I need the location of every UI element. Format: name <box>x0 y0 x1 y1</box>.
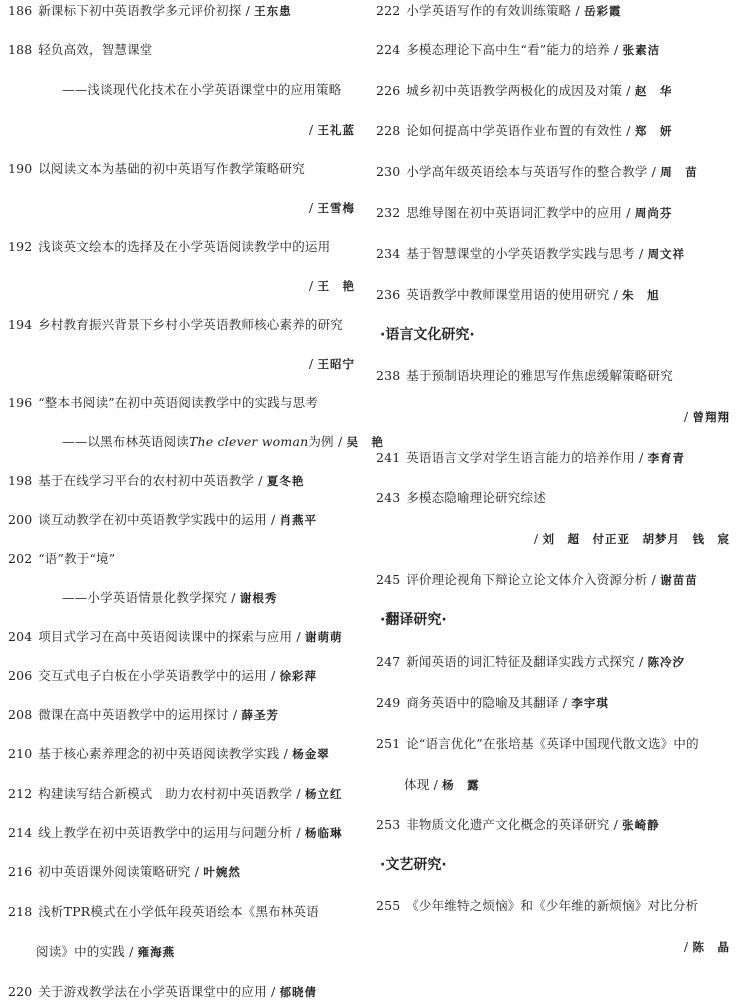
author: 李宇琪 <box>571 696 609 710</box>
article-title: 多模态隐喻理论研究综述 <box>406 490 546 505</box>
toc-entry: 224 多模态理论下高中生“看”能力的培养 / 张素洁 <box>376 42 661 57</box>
article-title: 新闻英语的词汇特征及翻译实践方式探究 <box>406 654 635 669</box>
author: 周尚芬 <box>634 206 673 220</box>
page-number: 204 <box>8 629 33 644</box>
page-number: 196 <box>8 395 33 410</box>
page-number: 253 <box>376 817 401 832</box>
toc-entry <box>8 161 305 177</box>
article-title: 英语语言文学对学生语言能力的培养作用 <box>406 450 635 465</box>
page-number: 234 <box>376 246 401 261</box>
author: 郑 妍 <box>634 124 673 138</box>
author: 刘 超 付正亚 胡梦月 钱 宸 <box>542 532 730 546</box>
author: 肖燕平 <box>279 513 318 527</box>
toc-entry: 222 小学英语写作的有效训练策略 / 岳彩霞 <box>376 3 622 18</box>
toc-entry: 186 新课标下初中英语教学多元评价初探 / 王东患 <box>8 3 292 18</box>
article-title: 思维导图在初中英语词汇教学中的应用 <box>406 205 623 220</box>
page-number: 190 <box>8 161 33 176</box>
toc-author-line: / 王礼蓝 <box>308 122 355 137</box>
book-title: The clever woman <box>189 434 309 449</box>
article-title: 基于智慧课堂的小学英语教学实践与思考 <box>406 246 635 261</box>
article-title: 新课标下初中英语教学多元评价初探 <box>38 3 242 18</box>
author: 王雪梅 <box>317 201 355 215</box>
toc-entry <box>8 904 319 920</box>
toc-entry: 241 英语语言文学对学生语言能力的培养作用 / 李育青 <box>376 450 686 465</box>
toc-entry <box>376 368 673 384</box>
author: 曾翔翔 <box>692 410 730 424</box>
section-heading-language-culture: ·语言文化研究· <box>380 327 475 343</box>
article-title: 浅析TPR模式在小学低年段英语绘本《黑布林英语 <box>38 904 319 919</box>
page-number: 232 <box>376 205 401 220</box>
toc-entry: 204 项目式学习在高中英语阅读课中的探索与应用 / 谢萌萌 <box>8 629 343 644</box>
section-heading-literature-art: ·文艺研究· <box>380 857 447 873</box>
page-number: 222 <box>376 3 401 18</box>
page-number: 194 <box>8 317 33 332</box>
article-title: 论“语言优化”在张培基《英译中国现代散文选》中的 <box>406 736 699 751</box>
author: 陈冷汐 <box>647 655 686 669</box>
author: 周 苗 <box>660 165 698 179</box>
author: 陈 晶 <box>692 940 730 954</box>
author: 赵 华 <box>634 84 673 98</box>
page-number: 249 <box>376 695 401 710</box>
author: 夏冬艳 <box>266 474 305 488</box>
article-subtitle: ——浅谈现代化技术在小学英语课堂中的应用策略 <box>62 82 342 97</box>
article-title: 《少年维特之烦恼》和《少年维的新烦恼》对比分析 <box>406 898 699 913</box>
author: 薛圣芳 <box>241 708 279 722</box>
article-title: 线上教学在初中英语教学中的运用与问题分析 <box>38 825 293 840</box>
article-title: 项目式学习在高中英语阅读课中的探索与应用 <box>38 629 293 644</box>
toc-author-line: / 陈 晶 <box>683 939 730 954</box>
toc-author-line: / 王昭宁 <box>308 356 355 371</box>
toc-entry: 206 交互式电子白板在小学英语教学中的运用 / 徐彩萍 <box>8 668 318 683</box>
toc-subtitle <box>62 82 341 98</box>
article-subtitle-end: 为例 <box>308 434 334 449</box>
toc-entry <box>8 317 343 333</box>
article-subtitle: 阅读》中的实践 <box>36 944 125 959</box>
article-title: 非物质文化遗产文化概念的英译研究 <box>406 817 610 832</box>
page-number: 243 <box>376 490 401 505</box>
article-title: 微课在高中英语教学中的运用探讨 <box>38 707 229 722</box>
toc-entry <box>8 395 318 411</box>
author: 徐彩萍 <box>279 669 318 683</box>
article-title: 商务英语中的隐喻及其翻译 <box>406 695 559 710</box>
page-number: 230 <box>376 164 401 179</box>
article-subtitle: ——小学英语情景化教学探究 <box>62 590 228 605</box>
article-title: “整本书阅读”在初中英语阅读教学中的实践与思考 <box>38 395 319 410</box>
author: 王 艳 <box>317 279 355 293</box>
toc-entry: 234 基于智慧课堂的小学英语教学实践与思考 / 周文祥 <box>376 246 686 261</box>
toc-entry: 253 非物质文化遗产文化概念的英译研究 / 张崎静 <box>376 817 660 832</box>
toc-entry: 232 思维导图在初中英语词汇教学中的应用 / 周尚芬 <box>376 205 673 220</box>
page-number: 220 <box>8 984 33 999</box>
page-number: 247 <box>376 654 401 669</box>
author: 王昭宁 <box>317 357 355 371</box>
toc-subtitle: ——小学英语情景化教学探究 / 谢根秀 <box>62 590 278 605</box>
article-title: 多模态理论下高中生“看”能力的培养 <box>406 42 610 57</box>
page-number: 210 <box>8 746 33 761</box>
author: 岳彩霞 <box>584 4 622 18</box>
article-title: 乡村教育振兴背景下乡村小学英语教师核心素养的研究 <box>38 317 343 332</box>
article-title: 轻负高效，智慧课堂 <box>38 42 153 57</box>
toc-author-line: / 刘 超 付正亚 胡梦月 钱 宸 <box>533 531 730 546</box>
page-number: 206 <box>8 668 33 683</box>
page-number: 188 <box>8 42 33 57</box>
author: 李育青 <box>647 451 686 465</box>
author: 杨金翠 <box>292 747 330 761</box>
toc-entry: 210 基于核心素养理念的初中英语阅读教学实践 / 杨金翠 <box>8 746 330 761</box>
toc-entry <box>376 898 698 914</box>
article-title: 评价理论视角下辩论立论文体介入资源分析 <box>406 572 648 587</box>
author: 谢根秀 <box>239 591 278 605</box>
article-title: “语”教于“境” <box>38 551 116 566</box>
page-number: 245 <box>376 572 401 587</box>
toc-entry: 245 评价理论视角下辩论立论文体介入资源分析 / 谢苗苗 <box>376 572 698 587</box>
author: 朱 旭 <box>622 288 660 302</box>
toc-entry <box>376 490 546 506</box>
page-number: 192 <box>8 239 33 254</box>
toc-author-line: / 曾翔翔 <box>683 409 730 424</box>
author: 王东患 <box>254 4 292 18</box>
article-subtitle: ——以黑布林英语阅读 <box>62 434 190 449</box>
toc-entry: 200 谈互动教学在初中英语教学实践中的运用 / 肖燕平 <box>8 512 318 527</box>
article-title: 小学高年级英语绘本与英语写作的整合教学 <box>406 164 648 179</box>
toc-entry <box>376 736 699 752</box>
page-number: 208 <box>8 707 33 722</box>
toc-entry: 220 关于游戏教学法在小学英语课堂中的应用 / 郁晓倩 <box>8 984 318 999</box>
article-title: 城乡初中英语教学两极化的成因及对策 <box>406 83 623 98</box>
author: 张素洁 <box>622 43 661 57</box>
toc-entry: 208 微课在高中英语教学中的运用探讨 / 薛圣芳 <box>8 707 279 722</box>
page-number: 202 <box>8 551 33 566</box>
article-title: 浅谈英文绘本的选择及在小学英语阅读教学中的运用 <box>38 239 331 254</box>
author: 王礼蓝 <box>317 123 355 137</box>
page-number: 228 <box>376 123 401 138</box>
section-heading-translation: ·翻译研究· <box>380 612 447 628</box>
article-title: 基于核心素养理念的初中英语阅读教学实践 <box>38 746 280 761</box>
toc-author-line: / 王雪梅 <box>308 200 355 215</box>
toc-entry <box>8 551 115 567</box>
toc-entry: 236 英语教学中教师课堂用语的使用研究 / 朱 旭 <box>376 287 660 302</box>
toc-entry: 247 新闻英语的词汇特征及翻译实践方式探究 / 陈冷汐 <box>376 654 686 669</box>
toc-author-line: / 王 艳 <box>308 278 355 293</box>
article-title: 论如何提高中学英语作业布置的有效性 <box>406 123 623 138</box>
author: 叶婉然 <box>203 865 241 879</box>
page-number: 216 <box>8 864 33 879</box>
article-title: 英语教学中教师课堂用语的使用研究 <box>406 287 610 302</box>
author: 杨立红 <box>304 787 343 801</box>
author: 杨临琳 <box>304 826 343 840</box>
article-title: 构建读写结合新模式 助力农村初中英语教学 <box>38 786 293 801</box>
article-title: 交互式电子白板在小学英语教学中的运用 <box>38 668 267 683</box>
page-number: 236 <box>376 287 401 302</box>
article-title: 基于预制语块理论的雅思写作焦虑缓解策略研究 <box>406 368 673 383</box>
page-number: 212 <box>8 786 33 801</box>
page-number: 186 <box>8 3 33 18</box>
toc-entry <box>8 42 153 58</box>
page-number: 200 <box>8 512 33 527</box>
author: 张崎静 <box>622 818 660 832</box>
author: 谢萌萌 <box>304 630 343 644</box>
toc-entry: 198 基于在线学习平台的农村初中英语教学 / 夏冬艳 <box>8 473 305 488</box>
toc-entry <box>8 239 330 255</box>
page-number: 226 <box>376 83 401 98</box>
page-number: 238 <box>376 368 401 383</box>
toc-entry: 228 论如何提高中学英语作业布置的有效性 / 郑 妍 <box>376 123 673 138</box>
author: 吴 艳 <box>346 435 385 449</box>
toc-entry: 216 初中英语课外阅读策略研究 / 叶婉然 <box>8 864 241 879</box>
toc-entry: 214 线上教学在初中英语教学中的运用与问题分析 / 杨临琳 <box>8 825 343 840</box>
article-title: 以阅读文本为基础的初中英语写作教学策略研究 <box>38 161 305 176</box>
page-number: 224 <box>376 42 401 57</box>
author: 杨 露 <box>442 778 480 792</box>
article-title: 小学英语写作的有效训练策略 <box>406 3 572 18</box>
toc-subtitle: ——以黑布林英语阅读The clever woman为例 / 吴 艳 <box>62 434 385 449</box>
toc-entry: 249 商务英语中的隐喻及其翻译 / 李宇琪 <box>376 695 609 710</box>
page-number: 218 <box>8 904 33 919</box>
toc-subtitle: 体现 / 杨 露 <box>404 777 480 792</box>
author: 谢苗苗 <box>660 573 698 587</box>
toc-subtitle: 阅读》中的实践 / 雍海燕 <box>36 944 176 959</box>
toc-entry: 212 构建读写结合新模式 助力农村初中英语教学 / 杨立红 <box>8 786 343 801</box>
page-number: 255 <box>376 898 401 913</box>
page-number: 214 <box>8 825 33 840</box>
article-title: 基于在线学习平台的农村初中英语教学 <box>38 473 255 488</box>
article-title: 关于游戏教学法在小学英语课堂中的应用 <box>38 984 267 999</box>
author: 雍海燕 <box>137 945 176 959</box>
page-number: 241 <box>376 450 401 465</box>
page-number: 251 <box>376 736 401 751</box>
article-title: 初中英语课外阅读策略研究 <box>38 864 191 879</box>
page-number: 198 <box>8 473 33 488</box>
author: 郁晓倩 <box>279 985 318 999</box>
author: 周文祥 <box>647 247 686 261</box>
toc-entry: 226 城乡初中英语教学两极化的成因及对策 / 赵 华 <box>376 83 673 98</box>
article-subtitle: 体现 <box>404 777 430 792</box>
toc-entry: 230 小学高年级英语绘本与英语写作的整合教学 / 周 苗 <box>376 164 698 179</box>
article-title: 谈互动教学在初中英语教学实践中的运用 <box>38 512 267 527</box>
